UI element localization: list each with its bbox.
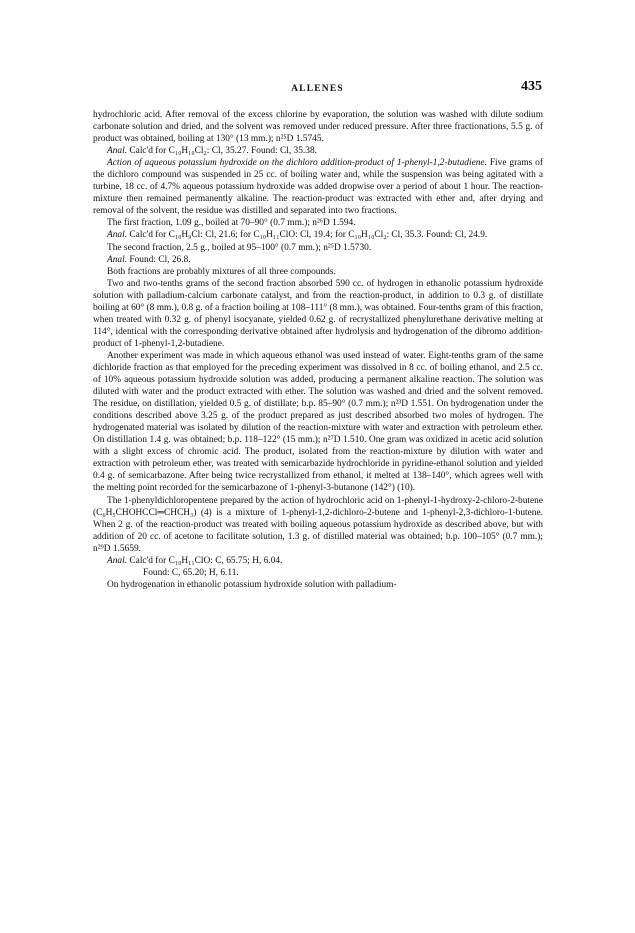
running-head: ALLENES [291, 84, 344, 94]
paragraph: Another experiment was made in which aqueous ethanol was used instead of water. Eight-tenths gram of the same dichloride fraction as that employed for the preceding experiment was dissolved in 8 cc. of boiling ethanol, and 2.5 cc. of 10% aqueous potassium hydroxide solution was added, producing a permanent alkaline reaction. The solution was diluted with water and the product extracted with ether. The solution was washed and dried and the solvent removed. The residue, on distillation, yielded 0.5 g. of distillate; b.p. 85–90° (0.7 mm.); n²³D 1.551. On hydrogenation under the conditions described above 3.25 g. of the product prepared as just described absorbed two moles of hydrogen. The hydrogenated material was isolated by dilution of the reaction-mixture with water and extraction with petroleum ether. On distillation 1.4 g. was obtained; b.p. 118–122° (15 mm.); n²⁷D 1.510. One gram was oxidized in acetic acid solution with a slight excess of chromic acid. The product, isolated from the reaction-mixture by dilution with water and extraction with petroleum ether, was treated with semicarbazide hydrochloride in pyridine-ethanol solution and yielded 0.4 g. of semicarbazone. After being twice recrystallized from ethanol, it melted at 138–140°, which agrees well with the melting point recorded for the semicarbazone of 1-phenyl-3-butanone (142°) (10). [93, 350, 543, 494]
page-header [93, 79, 542, 99]
paragraph: The second fraction, 2.5 g., boiled at 95–100° (0.7 mm.); n²⁵D 1.5730. [107, 242, 372, 253]
paragraph: Both fractions are probably mixtures of all three compounds. [107, 266, 336, 277]
analysis-text: Calc'd for C₁₀H₁₀Cl₂: Cl, 35.27. Found: Cl, 35.38. [127, 146, 317, 157]
paragraph: Two and two-tenths grams of the second fraction absorbed 590 cc. of hydrogen in ethanolic potassium hydroxide solution with palladium-calcium carbonate catalyst, and from the reaction-product, in addition to 0.3 g. of distillate boiling at 60° (8 mm.), 0.8 g. of a fraction boiling at 108–111° (8 mm.), was obtained. Four-tenths gram of this fraction, when treated with 0.32 g. of phenyl isocyanate, yielded 0.62 g. of recrystallized phenylurethane derivative melting at 114°, identical with the corresponding derivative obtained after hydrolysis and hydrogenation of the dibromo addition-product of 1-phenyl-1,2-butadiene. [93, 278, 543, 349]
body-text [93, 109, 543, 591]
analysis-lead: Anal. [107, 555, 128, 566]
analysis-line [93, 145, 543, 157]
paragraph-continued: hydrochloric acid. After removal of the excess chlorine by evaporation, the solution was washed with dilute sodium carbonate solution and dried, and the solvent was removed under reduced pressure. After three fractionations, 5.5 g. of product was obtained, boiling at 130° (13 mm.); n²⁵D 1.5745. [93, 110, 543, 145]
found-line: Found: C, 65.20; H, 6.11. [143, 567, 239, 578]
analysis-line [93, 555, 543, 567]
paragraph: The first fraction, 1.09 g., boiled at 70–90° (0.7 mm.); n²⁶D 1.594. [107, 218, 356, 229]
analysis-lead: Anal. [107, 230, 128, 241]
paragraph: The 1-phenyldichloropentene prepared by the action of hydrochloric acid on 1-phenyl-1-hydroxy-2-chloro-2-butene (C₆H₅CHOHCCl═CHCH₃) (4) is a mixture of 1-phenyl-1,2-dichloro-2-butene and 1-phenyl-2,3-dichloro-1-butene. When 2 g. of the reaction-product was treated with boiling aqueous potassium hydroxide as described above, but with addition of 20 cc. of acetone to facilitate solution, 1.3 g. of distilled material was obtained; b.p. 100–105° (0.7 mm.); n²⁹D 1.5659. [93, 495, 543, 554]
analysis-lead: Anal. [107, 254, 128, 265]
page-number: 435 [521, 79, 542, 94]
analysis-text: Calc'd for C₁₀H₁₁ClO: C, 65.75; H, 6.04. [127, 555, 283, 566]
analysis-lead: Anal. [107, 146, 128, 157]
paragraph: On hydrogenation in ethanolic potassium hydroxide solution with palladium- [107, 579, 397, 590]
analysis-line [93, 229, 543, 241]
analysis-text: Found: Cl, 26.8. [127, 254, 191, 265]
section-paragraph [93, 157, 543, 217]
section-text: Five grams of the dichloro compound was suspended in 25 cc. of boiling water and, while the suspension was being agitated with a turbine, 18 cc. of 4.7% aqueous potassium hydroxide was added dropwise over a period of about 1 hour. The reaction-mixture then remained permanently alkaline. The reaction-product was extracted with ether and, after drying and removal of the solvent, the residue was distilled and separated into two fractions. [93, 158, 543, 217]
analysis-text: Calc'd for C₁₀H₉Cl: Cl, 21.6; for C₁₀H₁₁ClO: Cl, 19.4; for C₁₀H₁₀Cl₂: Cl, 35.3. Found: Cl, 24.9. [127, 230, 488, 241]
section-title: Action of aqueous potassium hydroxide on the dichloro addition-product of 1-phenyl-1,2-butadiene. [107, 158, 487, 169]
analysis-line [93, 254, 543, 266]
